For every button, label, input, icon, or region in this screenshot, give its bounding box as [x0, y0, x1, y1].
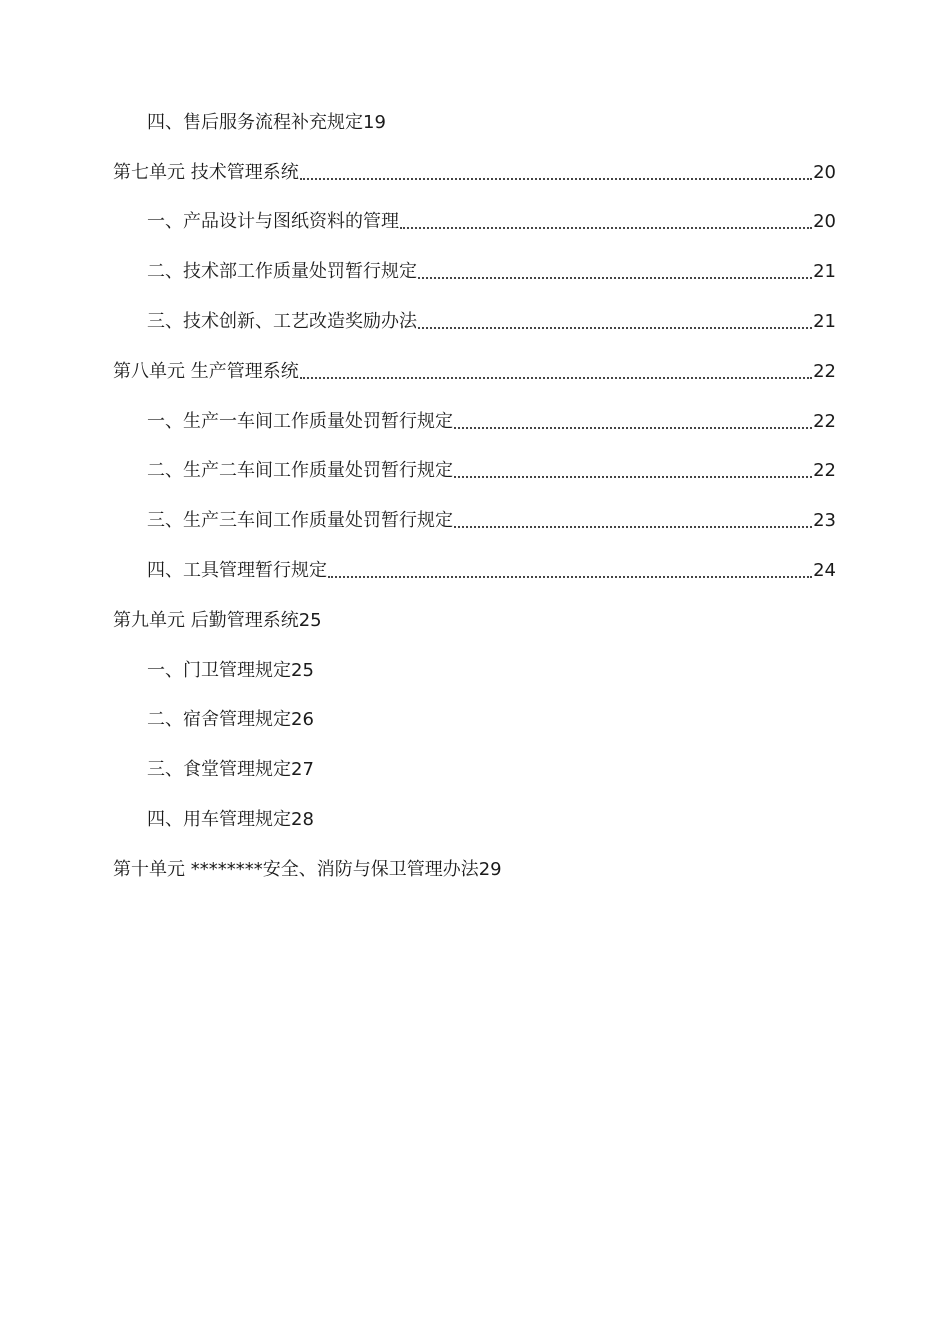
toc-entry[interactable] [0, 745, 950, 795]
toc-entry-page: 24 [813, 560, 836, 582]
toc-entry-title: 第七单元 技术管理系统 [113, 161, 299, 183]
toc-entry-page: 19 [363, 111, 386, 133]
toc-entry-title: 二、技术部工作质量处罚暂行规定 [147, 261, 417, 283]
toc-entry-title: 四、工具管理暂行规定 [147, 560, 327, 582]
toc-entry-page: 27 [291, 759, 314, 781]
toc-dot-leader [300, 164, 812, 182]
toc-entry[interactable] [0, 347, 836, 397]
toc-entry[interactable] [0, 397, 836, 447]
toc-entry-page: 22 [813, 360, 836, 382]
toc-entry[interactable] [0, 696, 950, 746]
toc-entry[interactable] [0, 297, 836, 347]
toc-entry-title: 第九单元 后勤管理系统 [113, 609, 299, 631]
toc-entry-title: 第十单元 ********安全、消防与保卫管理办法 [113, 858, 479, 880]
toc-entry-page: 29 [478, 858, 502, 880]
toc-entry[interactable] [0, 546, 836, 596]
toc-dot-leader [418, 313, 812, 331]
toc-entry-page: 21 [813, 261, 836, 283]
toc-entry-page: 20 [813, 161, 836, 183]
toc-entry-page: 21 [813, 311, 836, 333]
toc-entry[interactable] [0, 795, 950, 845]
toc-entry-title: 一、生产一车间工作质量处罚暂行规定 [147, 410, 453, 432]
toc-entry-title: 三、技术创新、工艺改造奖励办法 [147, 311, 417, 333]
toc-dot-leader [418, 263, 812, 281]
toc-entry-page: 22 [813, 410, 836, 432]
toc-entry[interactable] [0, 496, 836, 546]
toc-entry-page: 20 [813, 211, 836, 233]
toc-entry[interactable] [0, 646, 950, 696]
toc-entry[interactable] [0, 148, 836, 198]
toc-dot-leader [454, 413, 812, 431]
toc-entry-page: 28 [291, 809, 314, 831]
toc-entry-title: 三、食堂管理规定 [147, 759, 291, 781]
toc-entry[interactable] [0, 596, 950, 646]
toc-entry-title: 一、产品设计与图纸资料的管理 [147, 211, 399, 233]
toc-dot-leader [328, 562, 812, 580]
toc-dot-leader [400, 213, 812, 231]
toc-entry[interactable] [0, 447, 836, 497]
toc-entry[interactable] [0, 247, 836, 297]
toc-dot-leader [300, 363, 812, 381]
toc-entry-title: 第八单元 生产管理系统 [113, 360, 299, 382]
toc-dot-leader [454, 462, 812, 480]
toc-entry-page: 25 [298, 609, 322, 631]
toc-entry-page: 22 [813, 460, 836, 482]
toc-entry[interactable] [0, 198, 836, 248]
toc-entry[interactable] [0, 98, 950, 148]
toc-entry-title: 四、用车管理规定 [147, 809, 291, 831]
toc-dot-leader [454, 512, 812, 530]
toc-entry-page: 23 [813, 510, 836, 532]
toc-entry-title: 一、门卫管理规定 [147, 659, 291, 681]
toc-entry-title: 四、售后服务流程补充规定 [147, 111, 363, 133]
toc-entry-title: 二、生产二车间工作质量处罚暂行规定 [147, 460, 453, 482]
toc-entry-title: 二、宿舍管理规定 [147, 709, 291, 731]
toc-entry-page: 25 [291, 659, 314, 681]
table-of-contents [0, 98, 950, 895]
toc-entry-page: 26 [291, 709, 314, 731]
toc-entry[interactable] [0, 845, 950, 895]
toc-entry-title: 三、生产三车间工作质量处罚暂行规定 [147, 510, 453, 532]
